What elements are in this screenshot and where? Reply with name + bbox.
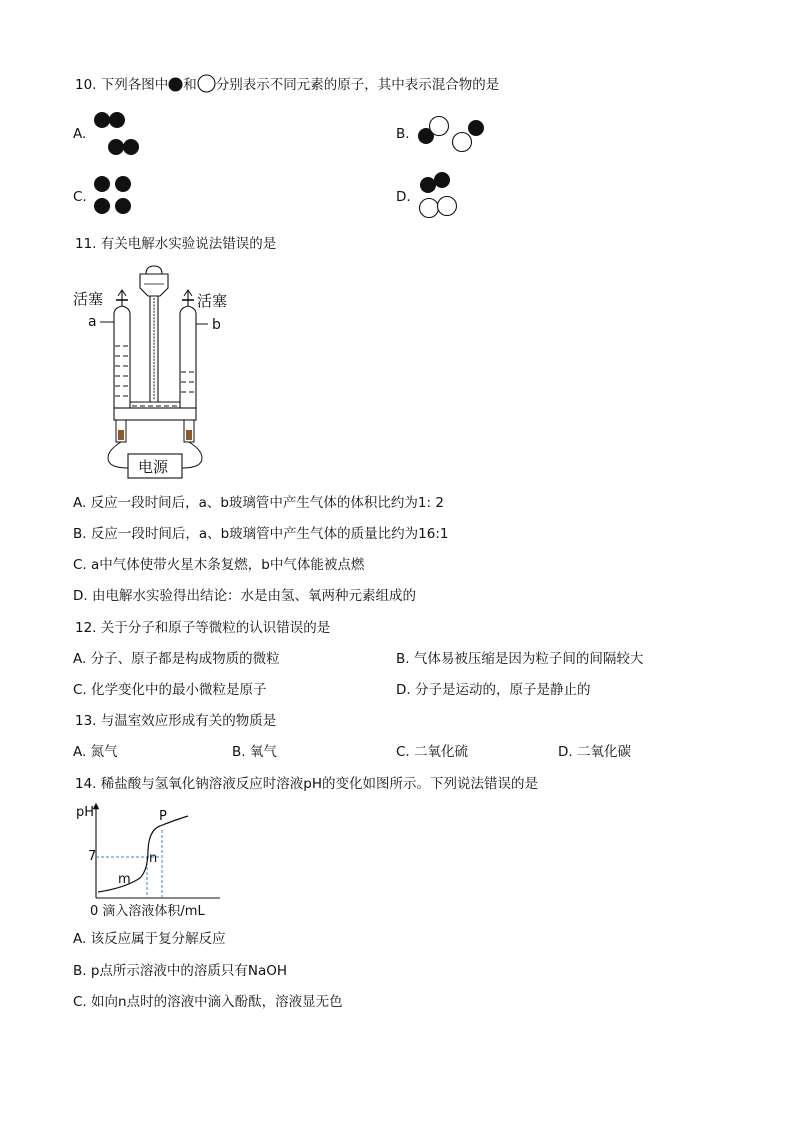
q10-option-a-label: A. (73, 126, 87, 142)
q14-option-b: B. p点所示溶液中的溶质只有NaOH (73, 963, 288, 979)
valve-left-label: 活塞 (73, 290, 104, 308)
q14-stem: 14. 稀盐酸与氢氧化钠溶液反应时溶液pH的变化如图所示。下列说法错误的是 (75, 776, 538, 792)
q13-stem: 13. 与温室效应形成有关的物质是 (75, 713, 277, 729)
q12-stem: 12. 关于分子和原子等微粒的认识错误的是 (75, 620, 331, 636)
q13-option-d: D. 二氧化碳 (558, 744, 631, 760)
q12-option-b: B. 气体易被压缩是因为粒子间的间隔较大 (396, 651, 644, 667)
q13-option-a: A. 氮气 (73, 744, 118, 760)
power-supply-label: 电源 (138, 458, 169, 476)
q14-option-c: C. 如向n点时的溶液中滴入酚酞，溶液显无色 (73, 994, 343, 1010)
q10-option-d-label: D. (396, 189, 411, 205)
q13-option-b: B. 氧气 (232, 744, 277, 760)
white-atom-icon (197, 74, 216, 93)
q10-prefix: 10. 下列各图中 (75, 77, 169, 93)
q11-stem: 11. 有关电解水实验说法错误的是 (75, 236, 277, 252)
q10-mid: 和 (183, 77, 197, 93)
q10-option-c-figure (92, 174, 136, 218)
q12-option-a: A. 分子、原子都是构成物质的微粒 (73, 651, 280, 667)
q10-suffix: 分别表示不同元素的原子，其中表示混合物的是 (215, 77, 500, 93)
q10-stem (75, 74, 499, 94)
ph7-tick-label: 7 (88, 849, 97, 864)
q10-option-c-label: C. (73, 189, 87, 205)
q11-option-a: A. 反应一段时间后，a、b玻璃管中产生气体的体积比约为1: 2 (73, 495, 444, 511)
q14-option-a: A. 该反应属于复分解反应 (73, 931, 226, 947)
q13-option-c: C. 二氧化硫 (396, 744, 469, 760)
q12-option-c: C. 化学变化中的最小微粒是原子 (73, 682, 267, 698)
x-axis-label: 0 滴入溶液体积/mL (90, 904, 205, 919)
q11-option-c: C. a中气体使带火星木条复燃，b中气体能被点燃 (73, 557, 365, 573)
q10-option-a-figure (92, 110, 142, 158)
q11-option-b: B. 反应一段时间后，a、b玻璃管中产生气体的质量比约为16:1 (73, 526, 449, 542)
q10-option-d-figure (415, 170, 463, 220)
q11-option-d: D. 由电解水实验得出结论：水是由氢、氧两种元素组成的 (73, 588, 416, 604)
ph-curve (98, 816, 188, 892)
valve-right-label: 活塞 (197, 292, 228, 310)
q12-option-d: D. 分子是运动的，原子是静止的 (396, 682, 591, 698)
point-p-label: P (159, 809, 167, 824)
tube-b-label: b (212, 317, 221, 333)
ph-axis-label: pH (76, 805, 95, 820)
q10-option-b-figure (415, 114, 487, 154)
point-n-label: n (149, 851, 158, 866)
tube-a-label: a (88, 314, 97, 330)
point-m-label: m (118, 872, 131, 887)
black-atom-icon (168, 77, 183, 92)
q10-option-b-label: B. (396, 126, 410, 142)
